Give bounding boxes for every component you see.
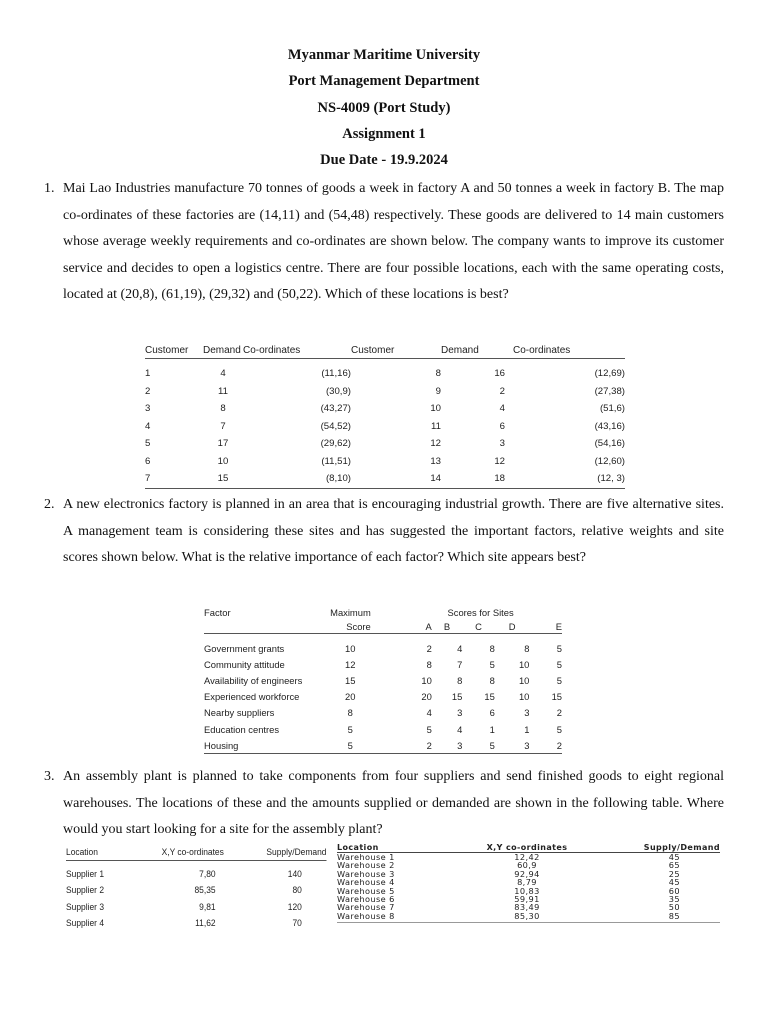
table-cell: 3 [495, 737, 530, 754]
due-date: Due Date - 19.9.2024 [320, 152, 448, 168]
table-cell: 8 [457, 674, 463, 686]
table-cell: 8,79 [517, 877, 537, 888]
customer-table [145, 342, 625, 489]
table-cell: 5 [462, 737, 495, 754]
column-header: Score [310, 619, 371, 634]
table-cell: 10 [518, 674, 530, 686]
table-cell: (29,62) [320, 438, 351, 450]
supplier-table [66, 844, 327, 932]
table-cell: 45 [668, 852, 680, 862]
table-cell: Housing [204, 737, 310, 754]
table-cell: 5 [556, 723, 562, 735]
table-cell: 85,35 [194, 885, 216, 897]
column-header: Customer [351, 342, 441, 359]
table-row [66, 916, 326, 933]
table-row [204, 737, 562, 754]
question-1 [44, 176, 724, 309]
table-cell: 60 [668, 885, 680, 896]
table-cell: 140 [287, 868, 302, 880]
table-cell: 15 [451, 691, 463, 703]
table-cell: Warehouse 1 [337, 852, 395, 862]
table-cell: 8 [489, 674, 495, 686]
table-cell: (51,6) [599, 403, 625, 415]
question-number: 2. [44, 497, 55, 512]
table-cell: 65 [668, 860, 680, 871]
table-cell: Experienced workforce [204, 691, 300, 703]
table-cell: 7 [145, 470, 203, 488]
column-header: Demand [203, 342, 243, 359]
table-cell: 5 [310, 737, 371, 754]
table-cell: (54,16) [594, 438, 625, 450]
table-cell: 8 [435, 368, 441, 380]
column-header: D [495, 619, 530, 634]
table-row [145, 435, 625, 453]
table-cell: 9 [435, 385, 441, 397]
course-title: NS-4009 (Port Study) [317, 100, 451, 116]
table-cell: Supplier 3 [66, 901, 105, 913]
table-cell: 5 [426, 723, 432, 735]
assignment-title: Assignment 1 [342, 126, 426, 142]
table-cell: 12 [430, 438, 441, 450]
table-cell: 20 [421, 691, 432, 703]
warehouse-table [337, 843, 720, 923]
table-cell: 85,30 [457, 912, 597, 923]
table-header-row [145, 342, 625, 359]
question-number: 3. [44, 769, 55, 784]
column-header: Location [337, 843, 457, 853]
column-header: Co-ordinates [513, 342, 625, 359]
column-header: X,Y co-ordinates [457, 843, 597, 853]
question-number: 1. [44, 181, 55, 196]
table-cell: 85 [597, 912, 720, 923]
column-header: Location [66, 844, 150, 861]
column-header: X,Y co-ordinates [150, 844, 234, 861]
table-cell: 10,83 [514, 885, 540, 896]
table-cell: (43,27) [320, 403, 351, 415]
department-title: Port Management Department [288, 73, 480, 89]
table-row [145, 470, 625, 488]
table-cell: 12 [494, 455, 505, 467]
table-cell: Warehouse 4 [337, 877, 395, 888]
column-header: Supply/Demand [235, 844, 327, 861]
table-row [66, 866, 326, 883]
table-cell: 6 [499, 420, 505, 432]
question-text: Mai Lao Industries manufacture 70 tonnes of goods a week in factory A and 50 tonnes a week in factory B. The map co-ordinates of these factories are (14,11) and (54,48) respectively. These goods are delivered to 14 main customers whose average weekly requirements and co-ordinates are shown below. The company wants to improve its customer service and decides to open a logistics centre. There are four possible locations, each with the same operating costs, located at (20,8), (61,19), (29,32) and (50,22). Which of these locations is best? [63, 181, 724, 303]
table-cell: 8 [426, 658, 432, 670]
table-cell: 2 [556, 707, 562, 719]
table-cell: 8 [347, 707, 353, 719]
table-cell: 7,80 [199, 868, 216, 880]
table-cell: 11 [431, 420, 441, 432]
university-title: Myanmar Maritime University [287, 47, 481, 63]
table-cell: Supplier 1 [66, 868, 105, 880]
table-cell: Education centres [204, 723, 280, 735]
table-cell: 70 [292, 918, 302, 930]
table-cell: 2 [426, 642, 432, 654]
table-cell: 5 [489, 658, 495, 670]
table-cell: 18 [441, 470, 513, 488]
table-cell: 35 [668, 894, 680, 905]
table-cell: 92,94 [514, 868, 540, 879]
table-cell: 4 [457, 723, 463, 735]
table-cell: 10 [421, 674, 432, 686]
question-text: An assembly plant is planned to take components from four suppliers and send finished goods to eight regional warehouses. The locations of these and the amounts supplied or demanded are shown in the following table. Where would you start looking for a site for the assembly plant? [63, 769, 724, 838]
column-header: Maximum [330, 607, 371, 618]
table-row [66, 883, 326, 900]
table-cell: 5 [556, 642, 562, 654]
table-cell: 7 [457, 658, 463, 670]
table-cell: Nearby suppliers [204, 707, 275, 719]
table-cell: 2 [499, 385, 505, 397]
table-cell: (11,16) [321, 368, 351, 380]
table-cell: Government grants [204, 642, 285, 654]
question-2 [44, 492, 724, 572]
column-header: E [529, 619, 562, 634]
table-cell: 5 [347, 723, 353, 735]
table-row [204, 721, 562, 737]
table-cell: 120 [287, 901, 302, 913]
table-cell: 5 [556, 658, 562, 670]
table-cell: (12, 3) [513, 470, 625, 488]
table-row [145, 365, 625, 383]
column-header: C [462, 619, 495, 634]
table-header-row [204, 619, 562, 634]
table-cell: 16 [494, 368, 505, 380]
table-cell: 10 [518, 658, 530, 670]
table-cell: 4 [145, 420, 151, 432]
table-cell: 45 [668, 877, 680, 888]
table-cell: 3 [524, 707, 530, 719]
table-cell: 20 [345, 691, 356, 703]
table-cell: 59,91 [514, 894, 540, 905]
table-cell: Warehouse 7 [337, 902, 395, 913]
table-cell: 60,9 [517, 860, 537, 871]
table-cell: 2 [371, 737, 432, 754]
table-cell: (30,9) [325, 385, 351, 397]
table-cell: 4 [220, 368, 226, 380]
table-cell: 14 [351, 470, 441, 488]
table-cell: 11 [218, 385, 228, 397]
table-row [145, 400, 625, 418]
table-row [204, 689, 562, 705]
column-header: B [432, 619, 463, 634]
table-cell: 5 [145, 438, 151, 450]
table-cell: 5 [556, 674, 562, 686]
table-cell: 6 [489, 707, 495, 719]
table-cell: (43,16) [594, 420, 625, 432]
table-cell: 7 [220, 420, 226, 432]
table-cell: 12,42 [514, 852, 540, 862]
table-cell: (8,10) [243, 470, 351, 488]
table-cell: 80 [292, 885, 302, 897]
table-row [337, 912, 720, 923]
table-cell: 13 [430, 455, 441, 467]
table-cell: Community attitude [204, 658, 285, 670]
table-cell: 8 [489, 642, 495, 654]
table-row [204, 656, 562, 672]
table-cell: Warehouse 5 [337, 885, 395, 896]
table-cell: (27,38) [594, 385, 625, 397]
table-cell: 3 [499, 438, 505, 450]
table-cell: (12,69) [594, 368, 625, 380]
table-cell: 8 [524, 642, 530, 654]
table-cell: Warehouse 2 [337, 860, 395, 871]
table-cell: (12,60) [594, 455, 625, 467]
table-cell: 4 [499, 403, 505, 415]
site-scores-table [204, 606, 562, 754]
table-header-row [66, 844, 326, 861]
column-header: Scores for Sites [447, 607, 514, 618]
table-cell: 11,62 [195, 918, 216, 930]
column-header: A [371, 619, 432, 634]
table-cell: Warehouse 8 [337, 912, 457, 923]
table-cell: Warehouse 6 [337, 894, 395, 905]
table-row [204, 640, 562, 656]
table-cell: 3 [457, 707, 463, 719]
table-cell: 1 [145, 368, 151, 380]
question-text: A new electronics factory is planned in an area that is encouraging industrial growth. There are five alternative sites. A management team is considering these sites and has suggested the important factors, relative weights and site scores shown below. What is the relative importance of each factor? Which site appears best? [63, 497, 724, 566]
table-cell: 9,81 [199, 901, 216, 913]
table-cell: 50 [668, 902, 680, 913]
table-row [145, 453, 625, 471]
table-cell: Supplier 4 [66, 918, 105, 930]
table-cell: 3 [432, 737, 463, 754]
table-cell: 2 [529, 737, 562, 754]
table-cell: 3 [145, 403, 151, 415]
table-cell: 10 [345, 642, 356, 654]
table-cell: Supplier 2 [66, 885, 105, 897]
table-cell: (11,51) [321, 455, 351, 467]
table-cell: 10 [518, 691, 530, 703]
table-cell: 83,49 [514, 902, 540, 913]
table-cell: 10 [430, 403, 441, 415]
table-cell: 25 [668, 868, 680, 879]
table-cell: Availability of engineers [204, 674, 303, 686]
table-row [66, 899, 326, 916]
table-cell: 15 [345, 674, 356, 686]
column-header: Co-ordinates [243, 342, 351, 359]
table-cell: 15 [551, 691, 562, 703]
table-cell: 15 [203, 470, 243, 488]
table-cell: 1 [524, 723, 530, 735]
table-row [145, 418, 625, 436]
column-header: Factor [204, 607, 231, 618]
table-cell: 1 [489, 723, 495, 735]
column-header: Supply/Demand [597, 843, 720, 853]
column-header: Demand [441, 342, 513, 359]
table-row [204, 672, 562, 688]
column-header: Customer [145, 342, 203, 359]
table-cell: 15 [484, 691, 495, 703]
table-cell: (54,52) [320, 420, 351, 432]
table-header-row [204, 606, 562, 619]
table-cell: 17 [217, 438, 229, 450]
table-cell: 10 [217, 455, 229, 467]
table-cell: 8 [220, 403, 226, 415]
table-cell: 12 [345, 658, 356, 670]
table-cell: 2 [145, 385, 151, 397]
table-cell: 4 [426, 707, 432, 719]
table-cell: Warehouse 3 [337, 868, 395, 879]
table-cell: 4 [457, 642, 463, 654]
table-row [145, 383, 625, 401]
table-row [204, 705, 562, 721]
table-cell: 6 [145, 455, 151, 467]
question-3 [44, 764, 724, 844]
